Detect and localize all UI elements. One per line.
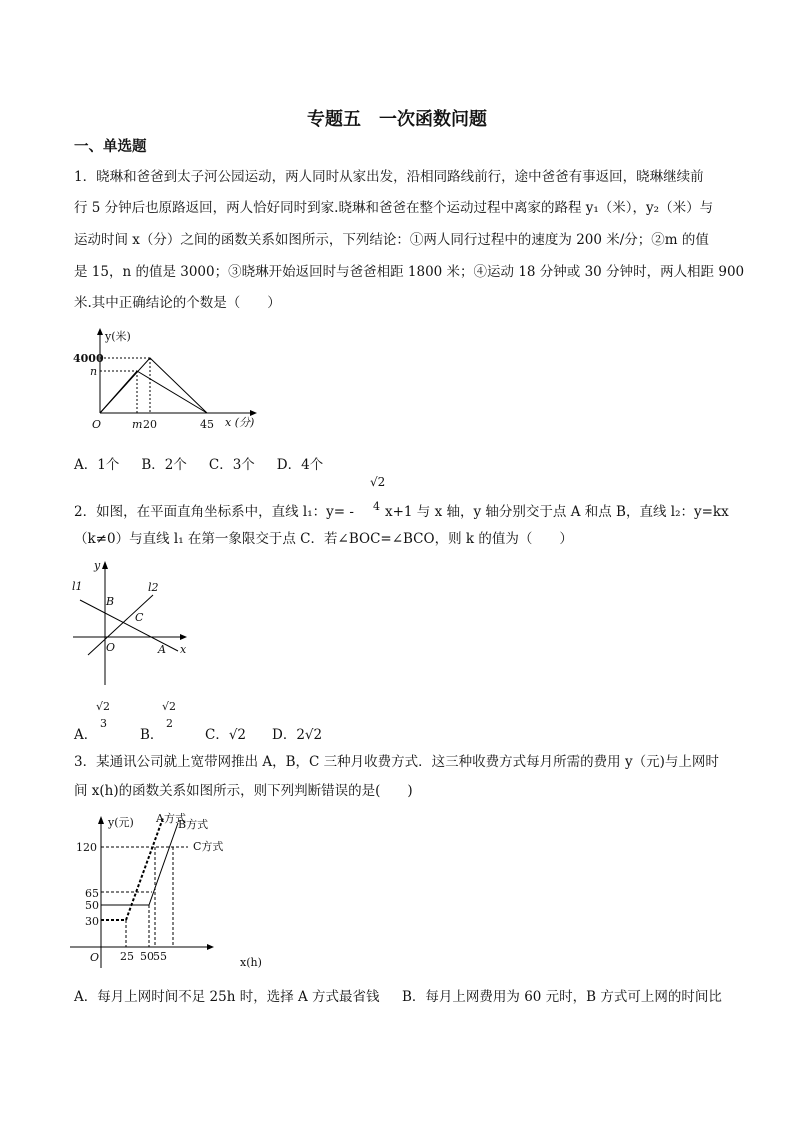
q2-graph [68,555,198,690]
y-axis-label: y [94,559,101,572]
q2-line: 2．如图，在平面直角坐标系中，直线 l₁：y= - [74,504,354,520]
l2-label: l2 [148,581,159,594]
option-d[interactable]: D．4个 [276,457,324,473]
option-b-den: 2 [166,717,173,730]
q1-options [74,453,724,473]
tick-x50: 50 [140,950,154,963]
option-c[interactable]: C．3个 [208,457,255,473]
option-a-den: 3 [100,717,107,730]
q1-ylabel: y(米) [105,330,131,343]
q1-line: 是 15，n 的值是 3000；③晓琳开始返回时与爸爸相距 1800 米；④运动 18 分钟或 30 分钟时，两人相距 900 [74,264,745,280]
option-a[interactable]: A．每月上网时间不足 25h 时，选择 A 方式最省钱 [74,989,380,1005]
option-a[interactable]: A． [74,727,98,743]
tick-n: n [90,365,98,378]
q3-line: 间 x(h)的函数关系如图所示，则下列判断错误的是( ) [74,783,413,799]
point-a: A [158,643,166,656]
page-title: 专题五 一次函数问题 [307,109,487,130]
option-b[interactable]: B． [140,727,164,743]
option-d[interactable]: D．2√2 [272,727,323,743]
point-b: B [106,595,115,608]
tick-65: 65 [85,887,99,900]
tick-25: 25 [120,950,134,963]
tick-50: 50 [85,899,99,912]
label-b: B方式 [178,818,209,831]
section-heading: 一、单选题 [74,139,147,155]
tick-45: 45 [200,418,214,431]
q3-line: 3．某通讯公司就上宽带网推出 A，B，C 三种月收费方式．这三种收费方式每月所需的费用 y（元)与上网时 [74,754,719,770]
tick-120: 120 [76,841,97,854]
q2-line: （k≠0）与直线 l₁ 在第一象限交于点 C．若∠BOC=∠BCO，则 k 的值为（ ） [74,531,573,547]
tick-4000: 4000 [73,352,104,365]
q3-graph [68,808,278,973]
option-b-num: √2 [162,700,177,713]
q3-xlabel: x(h) [240,956,262,969]
l1-label: l1 [72,580,83,593]
option-b[interactable]: B．2个 [141,457,187,473]
q1-xlabel: x (分) [225,416,255,429]
option-a[interactable]: A．1个 [74,457,120,473]
q1-line: 米.其中正确结论的个数是（ ） [74,295,281,311]
option-b[interactable]: B．每月上网费用为 60 元时，B 方式可上网的时间比 [402,989,722,1005]
tick-55: 55 [153,950,167,963]
frac-denominator: 4 [373,500,380,513]
origin: O [90,951,100,964]
q1-line: 1．晓琳和爸爸到太子河公园运动，两人同时从家出发，沿相同路线前行，途中爸爸有事返回，晓琳继续前 [74,169,704,185]
x-axis-label: x [180,643,187,656]
q1-line: 行 5 分钟后也原路返回，两人恰好同时到家.晓琳和爸爸在整个运动过程中离家的路程 y₁（米），y₂（米）与 [74,200,714,216]
option-a-num: √2 [96,700,111,713]
tick-30: 30 [85,915,99,928]
q1-line: 运动时间 x（分）之间的函数关系如图所示，下列结论：①两人同行过程中的速度为 200 米/分；②m 的值 [74,232,709,248]
q2-line: x+1 与 x 轴，y 轴分别交于点 A 和点 B，直线 l₂：y=kx [385,504,729,520]
label-c: C方式 [193,840,224,853]
point-c: C [135,611,144,624]
q3-ylabel: y(元) [108,816,134,829]
origin: O [92,418,102,431]
frac-numerator: √2 [370,475,386,489]
tick-20: 20 [143,418,157,431]
tick-m: m [132,418,143,431]
option-c[interactable]: C．√2 [205,727,247,743]
q1-graph [70,325,270,435]
label-a: A方式 [156,812,186,825]
origin: O [106,641,116,654]
